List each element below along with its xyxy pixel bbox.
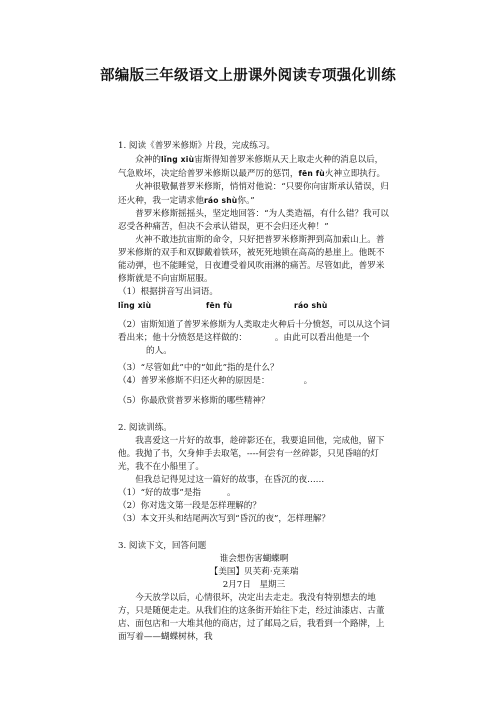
q3-date: 2月7日 星期三: [222, 580, 286, 590]
pinyin-word-1: lǐng xiù: [118, 301, 152, 310]
pinyin-word-3: ráo shù: [294, 301, 328, 310]
q1-header: 1. 阅读《普罗米修斯》片段，完成练习。: [118, 141, 276, 151]
q2-header: 2. 阅读训练。: [118, 423, 172, 433]
q1-sub5: （5）你最欣赏普罗米修斯的哪些精神？: [118, 396, 270, 406]
q3-paragraph-1: 今天放学以后，心情很坏，决定出去走走。我没有特别想去的地方，只是随便走走。从我们住的这条街开始往下走，经过油漆店、古董店、面包店和一大堆其他的商店，过了邮局之后，我看到一个路牌，上面写着——蝴蝶树林，我: [118, 593, 385, 642]
q1-pinyin-raoshu: ráo shù: [203, 196, 238, 205]
q1-paragraph-3: 普罗米修斯摇摇头，坚定地回答：“为人类造福，有什么错？我可以忍受各种痛苦，但决不会承认错误，更不会归还火种！”: [118, 209, 389, 232]
q2-sub1: （1）“好的故事”是指 。: [118, 488, 236, 498]
q1-pinyin-words: [118, 299, 390, 312]
q3-header: 3. 阅读下文，回答问题: [118, 541, 207, 551]
q3-story-title: 谁会想伤害蝴蝶啊: [219, 554, 289, 564]
q2-sub3: （3）本文开头和结尾两次写到“昏沉的夜”，怎样理解？: [118, 514, 330, 524]
q1-paragraph-1: 众神的lǐng xiù宙斯得知普罗米修斯从天上取走火种的消息以后，气急败坏，决定给普罗米修斯以最严厉的惩罚，fēn fù火神立即执行。: [118, 155, 386, 179]
q1-sub3: （3）“尽管如此”中的“如此”指的是什么？: [118, 363, 279, 373]
q1-sub1: （1）根据拼音写出词语。: [118, 287, 218, 297]
document-title: 部编版三年级语文上册课外阅读专项强化训练: [100, 68, 396, 84]
q1-sub4: （4）普罗米修斯不归还火种的原因是： 。: [118, 376, 313, 386]
q2-sub2: （2）你对选文第一段是怎样理解的？: [118, 501, 261, 511]
pinyin-word-2: fēn fù: [206, 301, 233, 310]
q1-sub2: （2）宙斯知道了普罗米修斯为人类取走火种后十分愤怒，可以从这个词看出来；他十分愤怒是这样做的： 。由此可以看出他是一个的人。: [118, 320, 390, 356]
q1-pinyin-lingxiu: lǐng xiù: [160, 155, 195, 164]
q2-paragraph-1: 我喜爱这一片好的故事，趁碎影还在，我要追回他，完成他，留下他。我抛了书，欠身伸手去取笔，----何尝有一丝碎影，只见昏暗的灯光，我不在小船里了。: [118, 436, 385, 472]
q2-paragraph-2: 但我总记得见过这一篇好的故事，在昏沉的夜……: [135, 475, 325, 485]
q1-paragraph-4: 火神不敢违抗宙斯的命令，只好把普罗米修斯押到高加索山上。普罗米修斯的双手和双脚戴着铁环，被死死地锁在高高的悬崖上。他既不能动弹，也不能睡觉，日夜遭受着风吹雨淋的痛苦。尽管如此，普罗米修斯就是不向宙斯屈服。: [118, 235, 385, 284]
document-body: [118, 140, 390, 644]
q1-pinyin-fenfu: fēn fù: [298, 169, 325, 178]
q1-paragraph-2: 火神很敬佩普罗米修斯，悄悄对他说：“只要你向宙斯承认错误，归还火种，我一定请求他ráo shù你。”: [118, 182, 389, 206]
q3-author: 【美国】贝芙莉·克莱瑞: [209, 567, 299, 577]
